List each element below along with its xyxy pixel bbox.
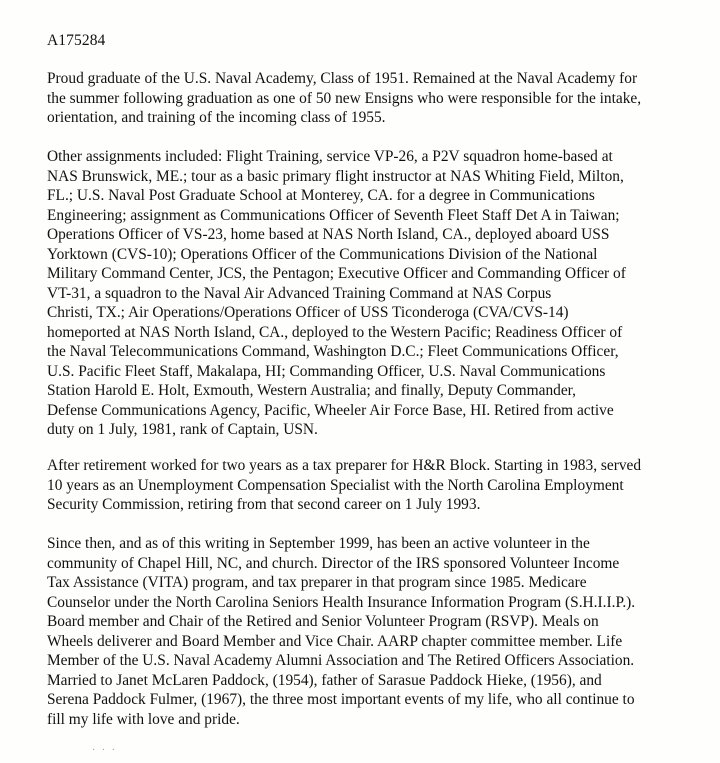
text-line: Yorktown (CVS-10); Operations Officer of the Communications Division of the National [47,245,598,263]
paragraph-volunteer [47,534,635,729]
text-line: Engineering; assignment as Communications Officer of Seventh Fleet Staff Det A in Taiwan; [47,206,620,224]
paragraph-education [47,69,641,128]
text-line: orientation, and training of the incoming class of 1955. [47,109,386,126]
text-line: Station Harold E. Holt, Exmouth, Western Australia; and finally, Deputy Commander, [47,382,577,399]
text-line: duty on 1 July, 1981, rank of Captain, USN. [47,421,318,438]
text-line: Operations Officer of VS-23, home based at NAS North Island, CA., deployed aboard USS [47,226,610,243]
text-line: Tax Assistance (VITA) program, and tax preparer in that program since 1985. Medicare [47,574,587,591]
text-line: FL.; U.S. Naval Post Graduate School at Monterey, CA. for a degree in Communications [47,187,595,204]
text-line: After retirement worked for two years as a tax preparer for H&R Block. Starting in 1983, served [47,457,642,474]
text-line: Defense Communications Agency, Pacific, Wheeler Air Force Base, HI. Retired from active [47,401,614,419]
text-line: Since then, and as of this writing in September 1999, has been an active volunteer in the [47,535,590,552]
text-line: U.S. Pacific Fleet Staff, Makalapa, HI; Commanding Officer, U.S. Naval Communications [47,362,606,380]
text-line: Serena Paddock Fulmer, (1967), the three most important events of my life, who all continue to [47,691,635,708]
text-line: 10 years as an Unemployment Compensation Specialist with the North Carolina Employment [47,476,624,494]
text-line: fill my life with love and pride. [47,710,240,728]
paragraph-assignments [47,147,626,440]
text-line: Christi, TX.; Air Operations/Operations Officer of USS Ticonderoga (CVA/CVS-14) [47,304,569,321]
text-line: the summer following graduation as one of 50 new Ensigns who were responsible for the intake, [47,89,642,107]
text-line: Other assignments included: Flight Training, service VP-26, a P2V squadron home-based at [47,148,613,165]
text-line: community of Chapel Hill, NC, and church. Director of the IRS sponsored Volunteer Income [47,554,620,572]
text-line: NAS Brunswick, ME.; tour as a basic primary flight instructor at NAS Whiting Field, Milton, [47,167,624,185]
text-line: Married to Janet McLaren Paddock, (1954), father of Sarasue Paddock Hieke, (1956), and [47,671,602,689]
text-line: the Naval Telecommunications Command, Washington D.C.; Fleet Communications Officer, [47,343,619,360]
text-line: Member of the U.S. Naval Academy Alumni Association and The Retired Officers Association. [47,652,635,669]
text-line: Proud graduate of the U.S. Naval Academy, Class of 1951. Remained at the Naval Academy for [47,70,638,87]
text-line: homeported at NAS North Island, CA., deployed to the Western Pacific; Readiness Officer of [47,323,623,341]
scan-specks: · · · [92,745,117,756]
text-line: Counselor under the North Carolina Seniors Health Insurance Information Program (S.H.I.I.P.). [47,593,636,611]
paragraph-retirement [47,456,641,515]
text-line: Military Command Center, JCS, the Pentagon; Executive Officer and Commanding Officer of [47,265,626,282]
document-id: A175284 [47,32,106,49]
text-line: Board member and Chair of the Retired and Senior Volunteer Program (RSVP). Meals on [47,613,599,630]
text-line: Security Commission, retiring from that second career on 1 July 1993. [47,496,481,513]
text-line: Wheels deliverer and Board Member and Vice Chair. AARP chapter committee member. Life [47,632,623,650]
text-line: VT-31, a squadron to the Naval Air Advanced Training Command at NAS Corpus [47,284,552,302]
